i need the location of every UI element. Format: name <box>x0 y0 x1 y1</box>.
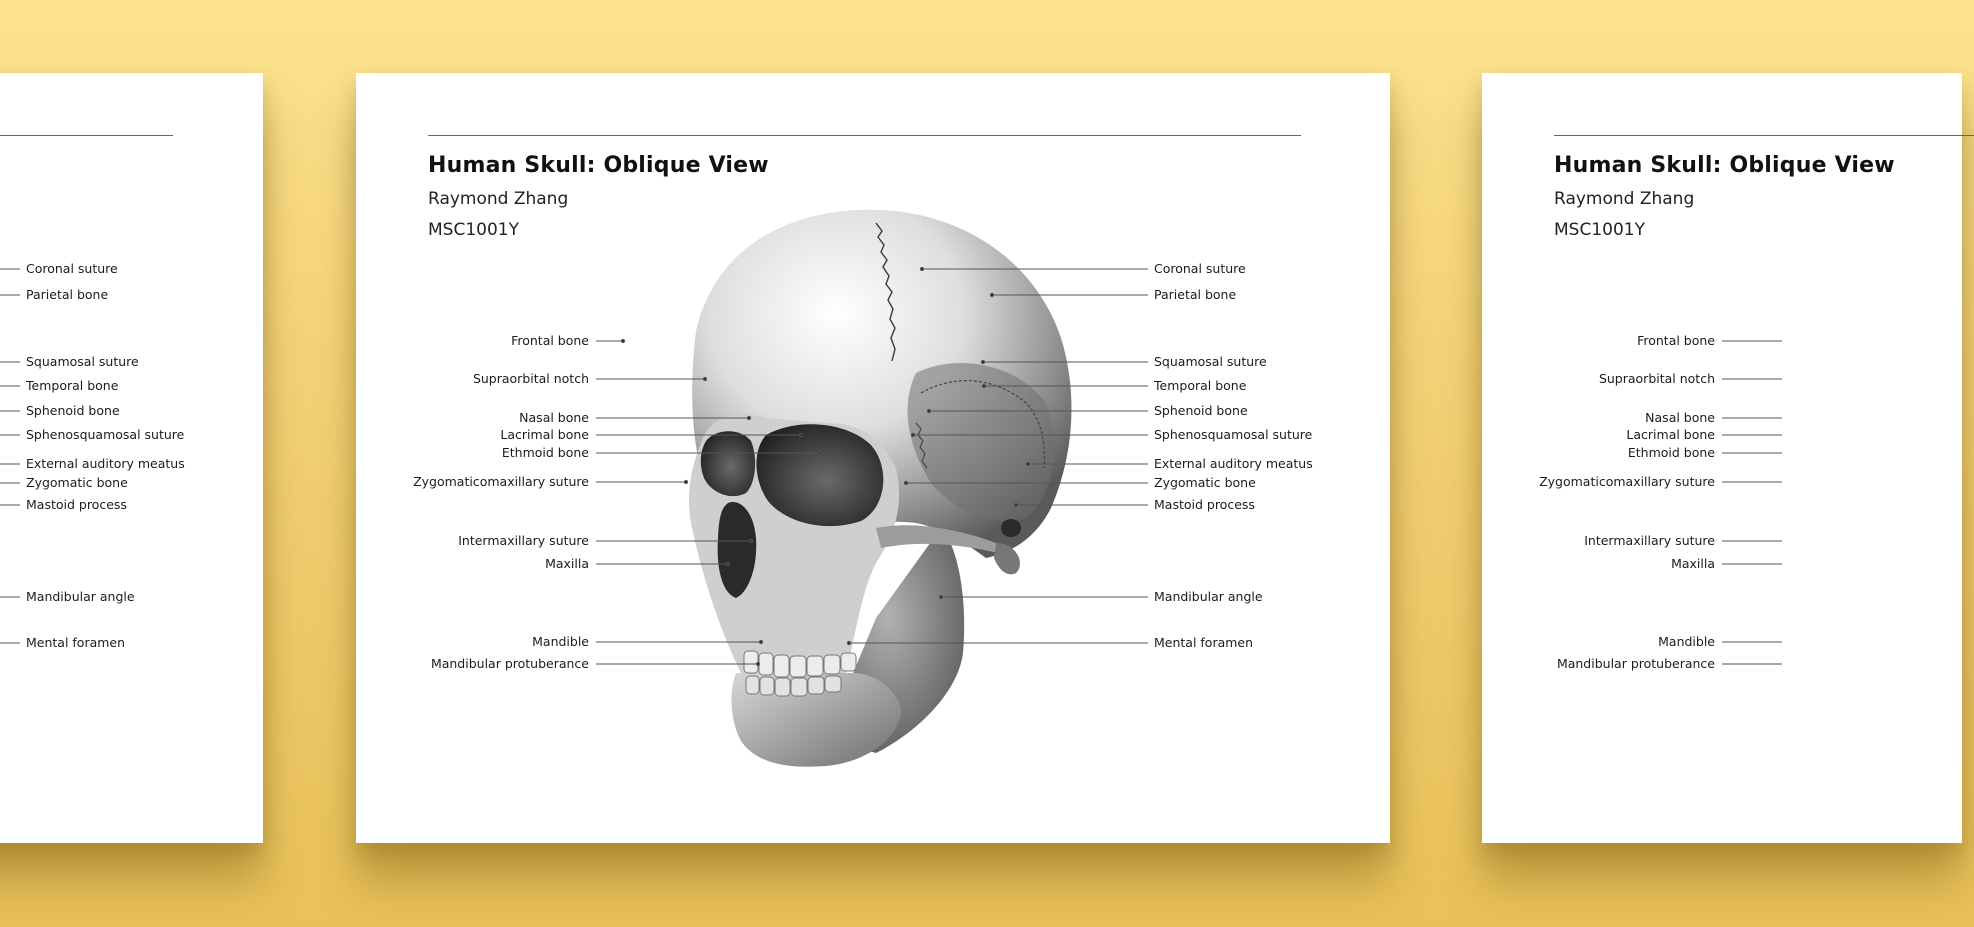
label-zygomaticomaxillary: Zygomaticomaxillary suture <box>1539 474 1715 489</box>
labels-left <box>413 333 589 671</box>
label-temporal: Temporal bone <box>1154 378 1247 393</box>
leader-dot-mandible <box>759 640 762 643</box>
label-mandibular-protuberance: Mandibular protuberance <box>1556 656 1715 671</box>
main-sheet <box>356 73 1390 843</box>
mastoid <box>994 543 1020 574</box>
leader-dot-frontal <box>621 339 624 342</box>
label-temporal: Temporal bone <box>26 378 119 393</box>
leader-dot-mental-foramen <box>847 641 850 644</box>
right-left-labels <box>1539 333 1782 671</box>
label-squamosal: Squamosal suture <box>26 354 139 369</box>
left-right-labels <box>0 261 185 650</box>
label-mandibular-protuberance: Mandibular protuberance <box>430 656 589 671</box>
label-mandible: Mandible <box>1658 634 1715 649</box>
left-label-layer <box>0 73 263 843</box>
label-lacrimal: Lacrimal bone <box>500 427 589 442</box>
label-squamosal: Squamosal suture <box>1154 354 1267 369</box>
leader-dot-lacrimal <box>799 433 802 436</box>
label-external-auditory: External auditory meatus <box>26 456 185 471</box>
sheet-author: Raymond Zhang <box>428 189 569 209</box>
leader-dot-squamosal <box>981 360 984 363</box>
label-nasal: Nasal bone <box>1645 410 1715 425</box>
label-maxilla: Maxilla <box>545 556 589 571</box>
leader-dot-external-auditory <box>1026 462 1029 465</box>
leader-dot-maxilla <box>726 562 729 565</box>
leader-dot-nasal <box>747 416 750 419</box>
label-frontal: Frontal bone <box>1637 333 1715 348</box>
label-zygomatic: Zygomatic bone <box>26 475 128 490</box>
label-intermaxillary: Intermaxillary suture <box>1584 533 1715 548</box>
leader-dot-mandibular-angle <box>939 595 942 598</box>
label-sphenoid: Sphenoid bone <box>1154 403 1248 418</box>
label-intermaxillary: Intermaxillary suture <box>458 533 589 548</box>
auditory-meatus <box>1001 519 1021 537</box>
label-lacrimal: Lacrimal bone <box>1626 427 1715 442</box>
label-mental-foramen: Mental foramen <box>1154 635 1254 650</box>
sheet-title: Human Skull: Oblique View <box>1554 153 1895 178</box>
label-zygomatic: Zygomatic bone <box>1154 475 1256 490</box>
leader-dot-temporal <box>982 384 985 387</box>
label-supraorbital: Supraorbital notch <box>472 371 589 386</box>
labels-right <box>1153 261 1313 650</box>
leader-dot-zygomaticomaxillary <box>684 480 687 483</box>
label-sphenoid: Sphenoid bone <box>26 403 120 418</box>
label-sphenosquamosal: Sphenosquamosal suture <box>26 427 185 442</box>
label-frontal: Frontal bone <box>511 333 589 348</box>
leader-dot-sphenoid <box>927 409 930 412</box>
label-parietal: Parietal bone <box>26 287 109 302</box>
leader-dot-sphenosquamosal <box>911 433 914 436</box>
leader-dot-ethmoid <box>818 451 821 454</box>
leader-dot-zygomatic <box>904 481 907 484</box>
label-parietal: Parietal bone <box>1154 287 1237 302</box>
label-supraorbital: Supraorbital notch <box>1598 371 1715 386</box>
right-label-layer <box>1482 73 1962 843</box>
sheet-author: Raymond Zhang <box>1554 189 1695 209</box>
leader-dot-intermaxillary <box>749 539 752 542</box>
sheet-right-partial <box>1482 73 1962 843</box>
leader-dot-supraorbital <box>703 377 706 380</box>
leader-dot-coronal <box>920 267 923 270</box>
leader-dot-parietal <box>990 293 993 296</box>
leader-dot-mandibular-protuberance <box>756 662 759 665</box>
label-mental-foramen: Mental foramen <box>26 635 126 650</box>
label-ethmoid: Ethmoid bone <box>1627 445 1715 460</box>
skull-illustration <box>689 210 1071 767</box>
sheet-title: Human Skull: Oblique View <box>428 153 769 178</box>
label-mandibular-angle: Mandibular angle <box>26 589 135 604</box>
label-sphenosquamosal: Sphenosquamosal suture <box>1154 427 1313 442</box>
sheet-course: MSC1001Y <box>428 220 519 240</box>
label-maxilla: Maxilla <box>1671 556 1715 571</box>
sheet-left-partial <box>0 73 263 843</box>
label-mastoid: Mastoid process <box>1154 497 1255 512</box>
label-mastoid: Mastoid process <box>26 497 127 512</box>
label-external-auditory: External auditory meatus <box>1154 456 1313 471</box>
label-nasal: Nasal bone <box>519 410 589 425</box>
label-ethmoid: Ethmoid bone <box>501 445 589 460</box>
leader-dot-mastoid <box>1014 503 1017 506</box>
skull-diagram <box>356 73 1390 843</box>
label-zygomaticomaxillary: Zygomaticomaxillary suture <box>413 474 589 489</box>
sheet-course: MSC1001Y <box>1554 220 1645 240</box>
label-mandible: Mandible <box>532 634 589 649</box>
label-coronal: Coronal suture <box>26 261 118 276</box>
label-coronal: Coronal suture <box>1154 261 1246 276</box>
label-mandibular-angle: Mandibular angle <box>1154 589 1263 604</box>
